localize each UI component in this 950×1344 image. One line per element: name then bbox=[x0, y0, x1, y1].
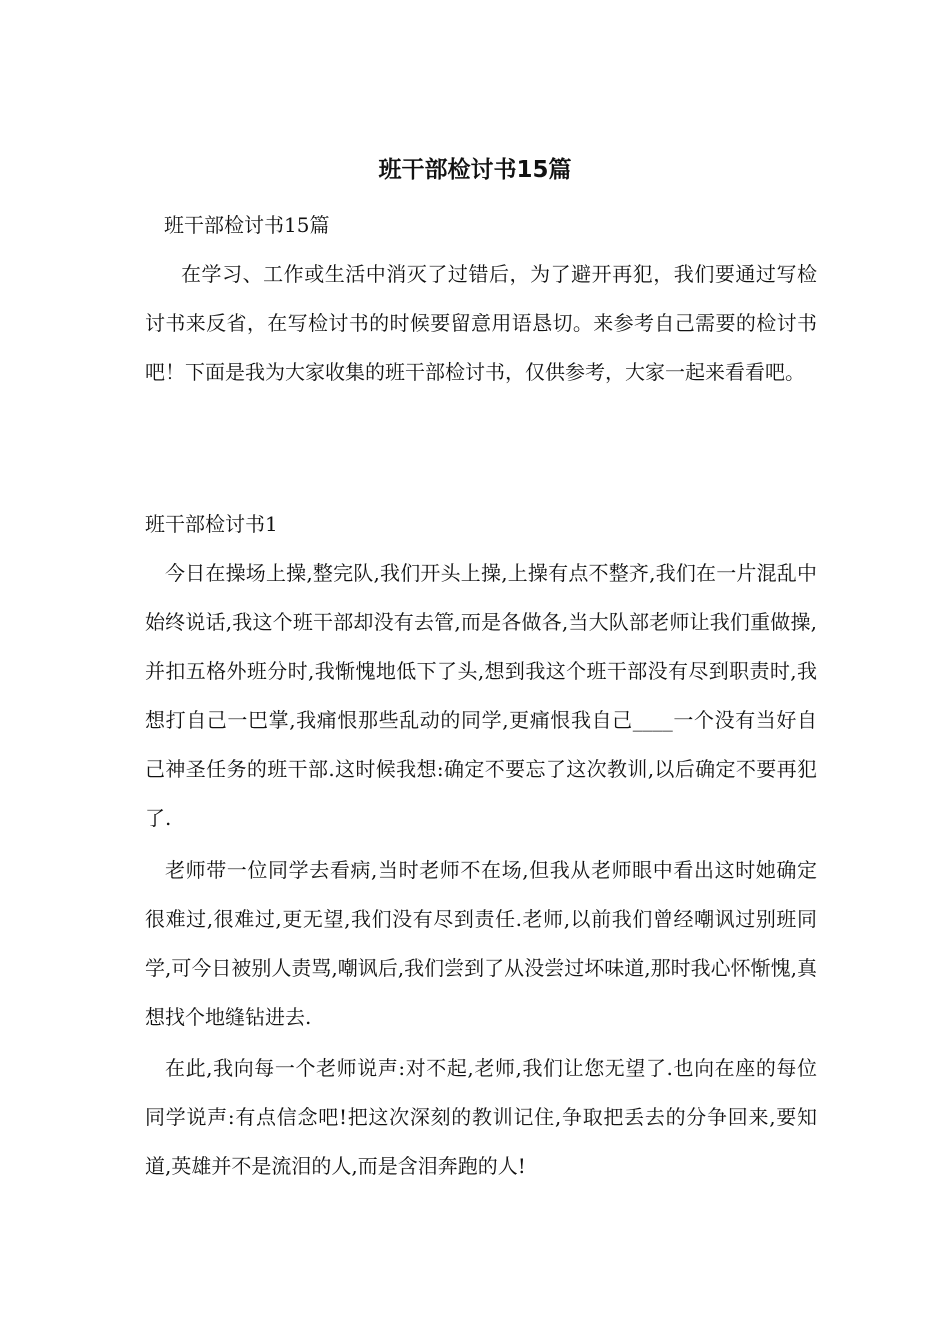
body-paragraph-1: 今日在操场上操,整完队,我们开头上操,上操有点不整齐,我们在一片混乱中始终说话,我这个班干部却没有去管,而是各做各,当大队部老师让我们重做操,并扣五格外班分时,我惭愧地低下了头,想到我这个班干部没有尽到职责时,我想打自己一巴掌,我痛恨那些乱动的同学,更痛恨我自己____一个没有当好自己神圣任务的班干部.这时候我想:确定不要忘了这次教训,以后确定不要再犯了. bbox=[145, 561, 817, 830]
document-title: 班干部检讨书15篇 bbox=[378, 157, 572, 183]
document-subtitle: 班干部检讨书15篇 bbox=[164, 213, 330, 237]
section-heading: 班干部检讨书1 bbox=[145, 512, 278, 536]
body-paragraph-3: 在此,我向每一个老师说声:对不起,老师,我们让您无望了.也向在座的每位同学说声:有点信念吧!把这次深刻的教训记住,争取把丢去的分争回来,要知道,英雄并不是流泪的人,而是含泪奔跑的人! bbox=[145, 1056, 817, 1178]
body-paragraph-2: 老师带一位同学去看病,当时老师不在场,但我从老师眼中看出这时她确定很难过,很难过,更无望,我们没有尽到责任.老师,以前我们曾经嘲讽过别班同学,可今日被别人责骂,嘲讽后,我们尝到了从没尝过坏味道,那时我心怀惭愧,真想找个地缝钻进去. bbox=[145, 858, 817, 1029]
intro-paragraph: 在学习、工作或生活中消灭了过错后，为了避开再犯，我们要通过写检讨书来反省，在写检讨书的时候要留意用语恳切。来参考自己需要的检讨书吧！下面是我为大家收集的班干部检讨书，仅供参考，大家一起来看看吧。 bbox=[145, 262, 817, 384]
